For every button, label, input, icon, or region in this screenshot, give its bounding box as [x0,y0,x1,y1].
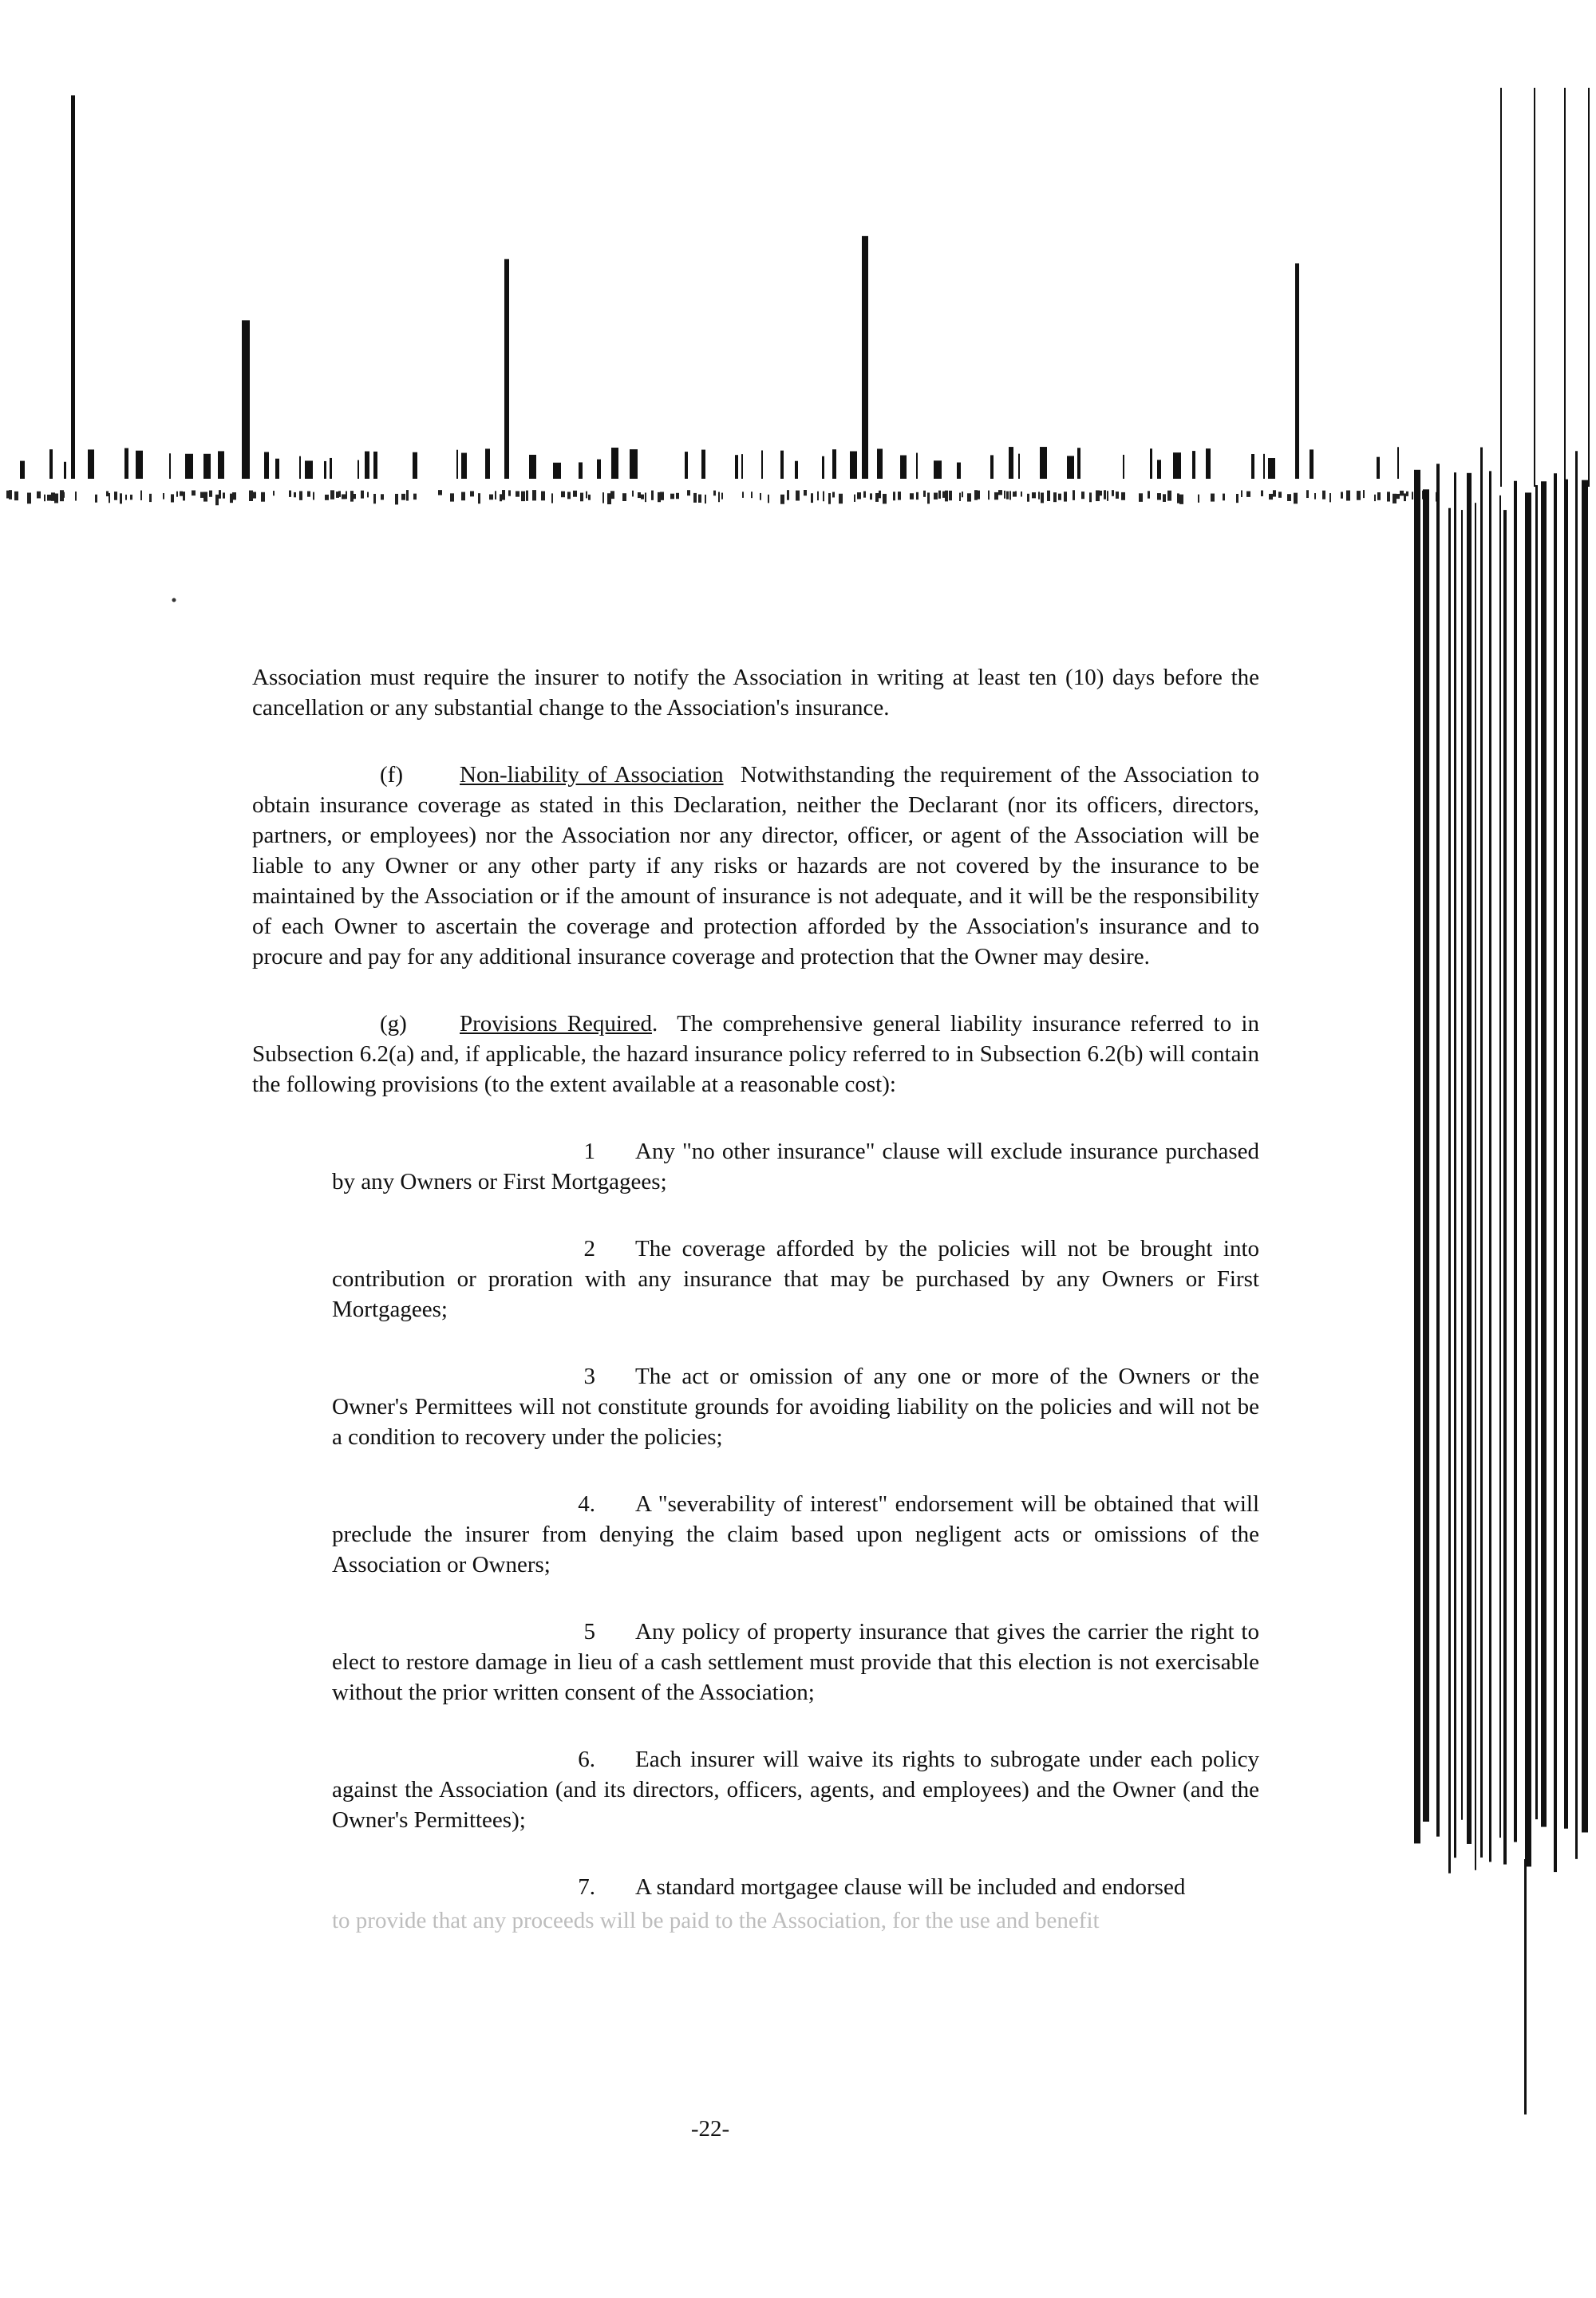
section-g-heading: Provisions Required [460,1011,653,1036]
item-number: 6. [578,1747,595,1772]
item-text: The act or omission of any one or more of the Owners or the Owner's Permittees will not constitute grounds for avoiding liability on the policies and will not be a condition to recovery under the policies; [332,1364,1259,1450]
section-f [252,760,1259,972]
item-number: 5 [583,1619,595,1645]
list-item [332,1136,1259,1197]
document-body [252,662,1259,1972]
list-item [332,1617,1259,1708]
page-number: -22- [690,2116,730,2142]
cutoff-line: to provide that any proceeds will be paid to the Association, for the use and benefit [332,1908,1100,1933]
section-f-heading: Non-liability of Association [460,762,724,788]
item-text: A "severability of interest" endorsement will be obtained that will preclude the insurer from denying the claim based upon negligent acts or omissions of the Association or Owners; [332,1491,1259,1577]
list-item [332,1872,1259,1902]
lead-paragraph: Association must require the insurer to notify the Association in writing at least ten (10) days before the cancellation or any substantial change to the Association's insurance. [252,665,1259,721]
section-g: (g) Provisions Required. The comprehensive general liability insurance referred to in Subsection 6.2(a) and, if applicable, the hazard insurance policy referred to in Subsection 6.2(b) will contain the following provisions (to the extent available at a reasonable cost): [252,1009,1259,1100]
item-number: 7. [578,1874,595,1900]
item-text: A standard mortgagee clause will be included and endorsed [635,1874,1186,1900]
item-number: 2 [583,1236,595,1262]
item-text: The coverage afforded by the policies will not be brought into contribution or proration with any insurance that may be purchased by any Owners or First Mortgagees; [332,1236,1259,1322]
item-number: 1 [583,1139,595,1164]
section-g-body: The comprehensive general liability insurance referred to in Subsection 6.2(a) and, if applicable, the hazard insurance policy referred to in Subsection 6.2(b) will contain the following provisions (to the extent available at a reasonable cost): [252,1011,1259,1097]
section-f-body: Notwithstanding the requirement of the Association to obtain insurance coverage as stated in this Declaration, neither the Declarant (nor its officers, directors, partners, or employees) nor the Association nor any director, officer, or agent of the Association will be liable to any Owner or any other party if any risks or hazards are not covered by the insurance to be maintained by the Association or if the amount of insurance is not adequate, and it will be the responsibility of each Owner to ascertain the coverage and protection afforded by the Association's insurance and to procure and pay for any additional insurance coverage and protection that the Owner may desire. [252,762,1259,969]
item-number: 4. [578,1491,595,1517]
item-text: Each insurer will waive its rights to subrogate under each policy against the Association (and its directors, officers, agents, and employees) and the Owner (and the Owner's Permittees); [332,1747,1259,1833]
provisions-list [252,1136,1259,1936]
list-item [332,1489,1259,1580]
item-number: 3 [583,1364,595,1389]
list-item [332,1234,1259,1325]
section-g-marker: (g) [380,1011,407,1036]
item-text: Any policy of property insurance that gives the carrier the right to elect to restore damage in lieu of a cash settlement must provide that this election is not exercisable without the prior written consent of the Association; [332,1619,1259,1705]
list-item [332,1361,1259,1452]
section-f-marker: (f) [380,762,403,788]
item-text: Any "no other insurance" clause will exclude insurance purchased by any Owners or First Mortgagees; [332,1139,1259,1194]
list-item [332,1744,1259,1835]
